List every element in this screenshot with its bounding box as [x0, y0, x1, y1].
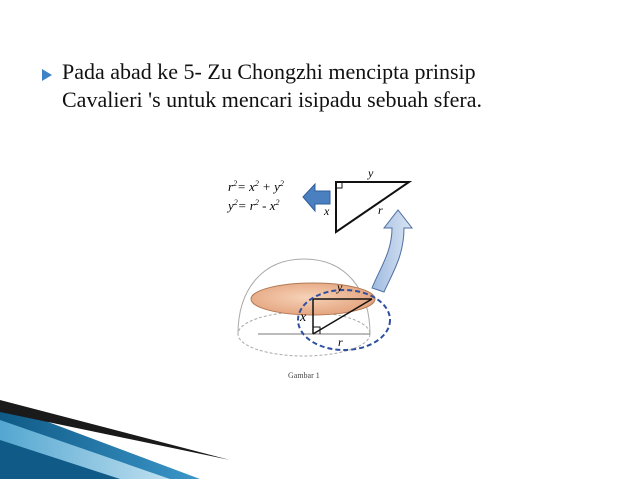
bullet-line-2: Cavalieri 's untuk mencari isipadu sebuah sfera.: [62, 87, 482, 112]
hemisphere: [238, 259, 390, 356]
figure-caption: Gambar 1: [288, 371, 320, 380]
equation-2: $y^2= r^2 - x^2$: [228, 198, 280, 213]
hemisphere-label-y: y: [337, 280, 343, 294]
triangle-label-r: r: [378, 203, 383, 217]
hemisphere-label-x: x: [300, 310, 307, 325]
bottom-band-decoration: [0, 400, 230, 479]
triangle-label-x: x: [324, 204, 330, 218]
triangle-label-y: y: [368, 166, 374, 180]
equation-block: [226, 179, 284, 213]
curved-up-arrow-icon: [372, 210, 412, 292]
equation-1: $r^2= x^2 + y^2$: [228, 179, 284, 194]
hemisphere-label-r: r: [338, 335, 343, 349]
bullet-line-1: Pada abad ke 5- Zu Chongzhi mencipta prinsip: [62, 59, 476, 84]
